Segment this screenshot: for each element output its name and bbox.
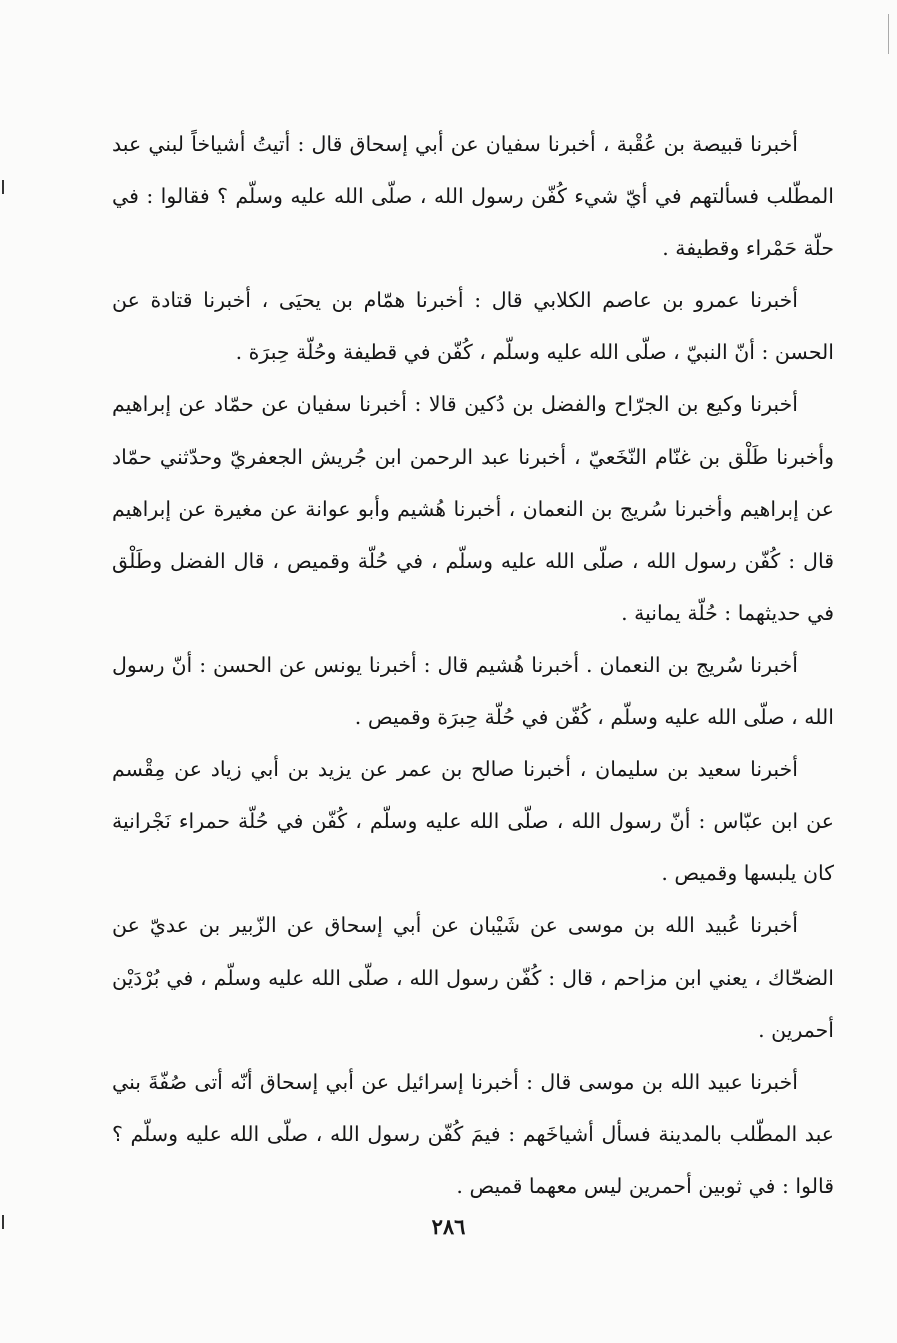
scan-edge-mark (888, 14, 889, 54)
page-number: ٢٨٦ (431, 1214, 466, 1239)
paragraph-5: أخبرنا سعيد بن سليمان ، أخبرنا صالح بن عمر عن يزيد بن أبي زياد عن مِقْسم عن ابن عبّاس : أنّ رسول الله ، صلّى الله عليه وسلّم ، كُفّن في حُلّة حمراء نَجْرانية كان يلبسها وقميص . (112, 757, 834, 886)
paragraph-7: أخبرنا عبيد الله بن موسى قال : أخبرنا إسرائيل عن أبي إسحاق أنّه أتى صُفّةَ بني عبد المطّلب بالمدينة فسأل أشياخَهم : فيمَ كُفّن رسول الله ، صلّى الله عليه وسلّم ؟ قالوا : في ثوبين أحمرين ليس معهما قميص . (112, 1069, 834, 1198)
paragraph-3: أخبرنا وكيع بن الجرّاح والفضل بن دُكين قالا : أخبرنا سفيان عن حمّاد عن إبراهيم وأخبرنا طَلْق بن غنّام النّخَعيّ ، أخبرنا عبد الرحمن ابن جُريش الجعفريّ وحدّثني حمّاد عن إبراهيم وأخبرنا سُريج بن النعمان ، أخبرنا هُشيم وأبو عوانة عن مغيرة عن إبراهيم قال : كُفّن رسول الله ، صلّى الله عليه وسلّم ، في حُلّة وقميص ، قال الفضل وطَلْق في حديثهما : حُلّة يمانية . (112, 392, 834, 625)
body-text (112, 118, 834, 1212)
paragraph-6: أخبرنا عُبيد الله بن موسى عن شَيْبان عن أبي إسحاق عن الزّبير بن عديّ عن الضحّاك ، يعني ابن مزاحم ، قال : كُفّن رسول الله ، صلّى الله عليه وسلّم ، في بُرْدَيْن أحمرين . (112, 913, 834, 1042)
paragraph-2: أخبرنا عمرو بن عاصم الكلابي قال : أخبرنا همّام بن يحيَى ، أخبرنا قتادة عن الحسن : أنّ النبيّ ، صلّى الله عليه وسلّم ، كُفّن في قطيفة وحُلّة حِبرَة . (112, 288, 834, 365)
paragraph-1: أخبرنا قبيصة بن عُقْبة ، أخبرنا سفيان عن أبي إسحاق قال : أتيتُ أشياخاً لبني عبد المطّلب فسألتهم في أيّ شيء كُفّن رسول الله ، صلّى الله عليه وسلّم ؟ فقالوا : في حلّة حَمْراء وقطيفة . (112, 132, 834, 261)
scan-edge-mark (2, 180, 4, 194)
paragraph-4: أخبرنا سُريج بن النعمان . أخبرنا هُشيم قال : أخبرنا يونس عن الحسن : أنّ رسول الله ، صلّى الله عليه وسلّم ، كُفّن في حُلّة حِبرَة وقميص . (112, 652, 834, 730)
